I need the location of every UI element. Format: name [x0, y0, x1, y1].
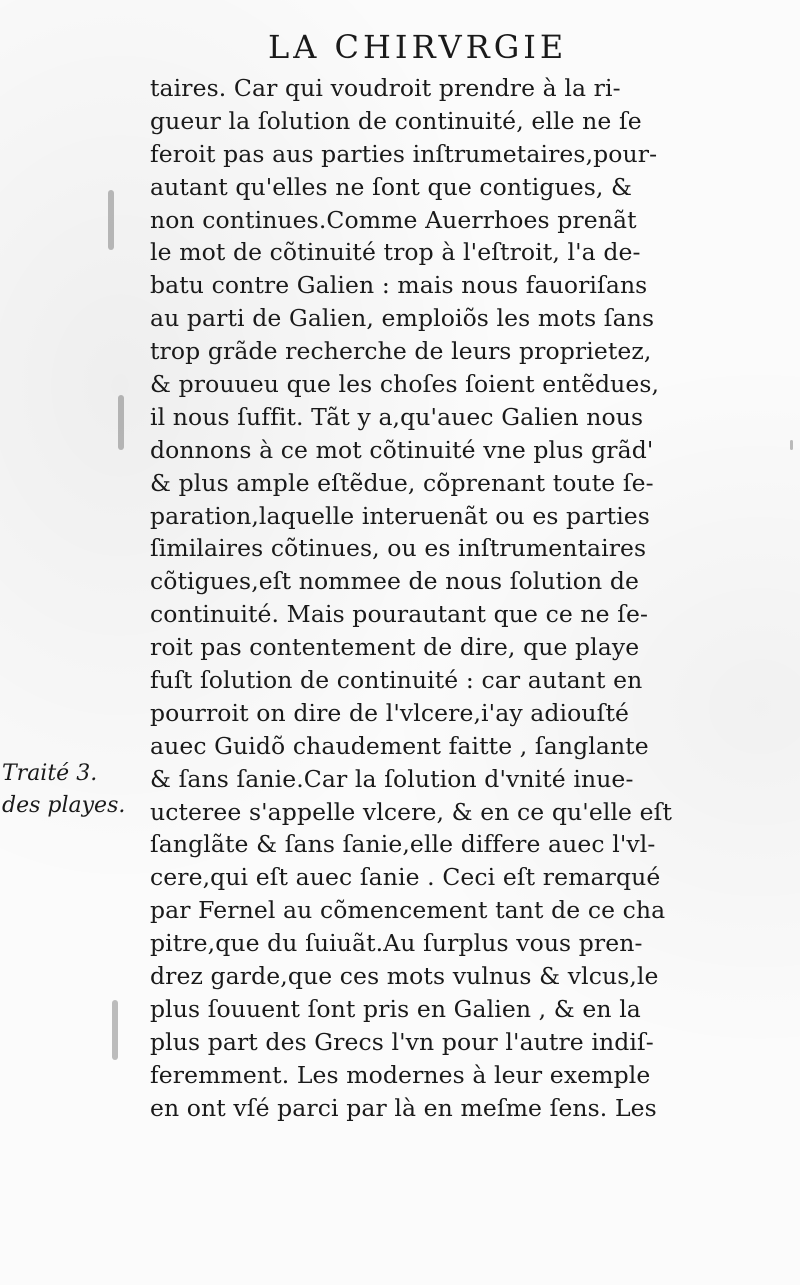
- text-line: continuité. Mais pourautant que ce ne ſe-: [150, 600, 649, 629]
- text-line: plus part des Grecs l'vn pour l'autre indiſ-: [150, 1027, 654, 1056]
- text-line: ucteree s'appelle vlcere, & en ce qu'elle eſt: [150, 797, 672, 826]
- text-line: & prouueu que les choſes ſoient entẽdues,: [150, 370, 660, 399]
- text-line: ſanglãte & ſans ſanie,elle differe auec l'vl-: [150, 830, 656, 859]
- text-line: pourroit on dire de l'vlcere,i'ay adiouſté: [150, 698, 629, 727]
- marginal-note-line: des playes.: [2, 793, 126, 818]
- text-line: au parti de Galien, emploiõs les mots ſans: [150, 304, 655, 333]
- text-line: donnons à ce mot cõtinuité vne plus grãd': [150, 435, 654, 464]
- text-line: en ont vſé parci par là en meſme ſens. Les: [150, 1093, 657, 1122]
- text-line: gueur la ſolution de continuité, elle ne ſe: [150, 106, 642, 135]
- text-line: non continues.Comme Auerrhoes prenãt: [150, 205, 637, 234]
- bleed-through-mark: [112, 1000, 118, 1060]
- text-line: fuſt ſolution de continuité : car autant en: [150, 666, 643, 695]
- text-line: par Fernel au cõmencement tant de ce cha: [150, 896, 666, 925]
- text-line: drez garde,que ces mots vulnus & vlcus,le: [150, 962, 659, 991]
- bleed-through-mark: [108, 190, 114, 250]
- marginal-note: [2, 758, 147, 822]
- bleed-through-mark: [118, 395, 124, 450]
- text-line: feroit pas aus parties inſtrumetaires,pour-: [150, 139, 658, 168]
- text-line: & ſans ſanie.Car la ſolution d'vnité inue-: [150, 764, 634, 793]
- text-line: paration,laquelle interuenãt ou es parties: [150, 501, 650, 530]
- body-text: [150, 72, 780, 1125]
- text-line: plus ſouuent ſont pris en Galien , & en la: [150, 994, 641, 1023]
- text-line: batu contre Galien : mais nous fauoriſans: [150, 271, 648, 300]
- text-line: il nous ſuffit. Tãt y a,qu'auec Galien nous: [150, 402, 644, 431]
- text-line: pitre,que du ſuiuãt.Au ſurplus vous pren-: [150, 929, 643, 958]
- text-line: cõtigues,eſt nommee de nous ſolution de: [150, 567, 639, 596]
- text-line: roit pas contentement de dire, que playe: [150, 633, 640, 662]
- running-head: LA CHIRVRGIE: [268, 28, 568, 66]
- text-line: autant qu'elles ne ſont que contigues, &: [150, 172, 633, 201]
- text-line: taires. Car qui voudroit prendre à la ri-: [150, 74, 621, 102]
- marginal-note-line: Traité 3.: [2, 761, 98, 786]
- text-line: ſimilaires cõtinues, ou es inſtrumentaires: [150, 534, 647, 563]
- text-line: auec Guidõ chaudement faitte , ſanglante: [150, 731, 649, 760]
- text-line: trop grãde recherche de leurs proprietez,: [150, 337, 652, 366]
- bleed-through-mark: [790, 440, 793, 450]
- text-line: cere,qui eſt auec ſanie . Ceci eſt remarqué: [150, 863, 661, 892]
- text-line: & plus ample eſtẽdue, cõprenant toute ſe-: [150, 468, 654, 497]
- text-line: le mot de cõtinuité trop à l'eſtroit, l'a de-: [150, 238, 641, 267]
- text-line: feremment. Les modernes à leur exemple: [150, 1060, 651, 1089]
